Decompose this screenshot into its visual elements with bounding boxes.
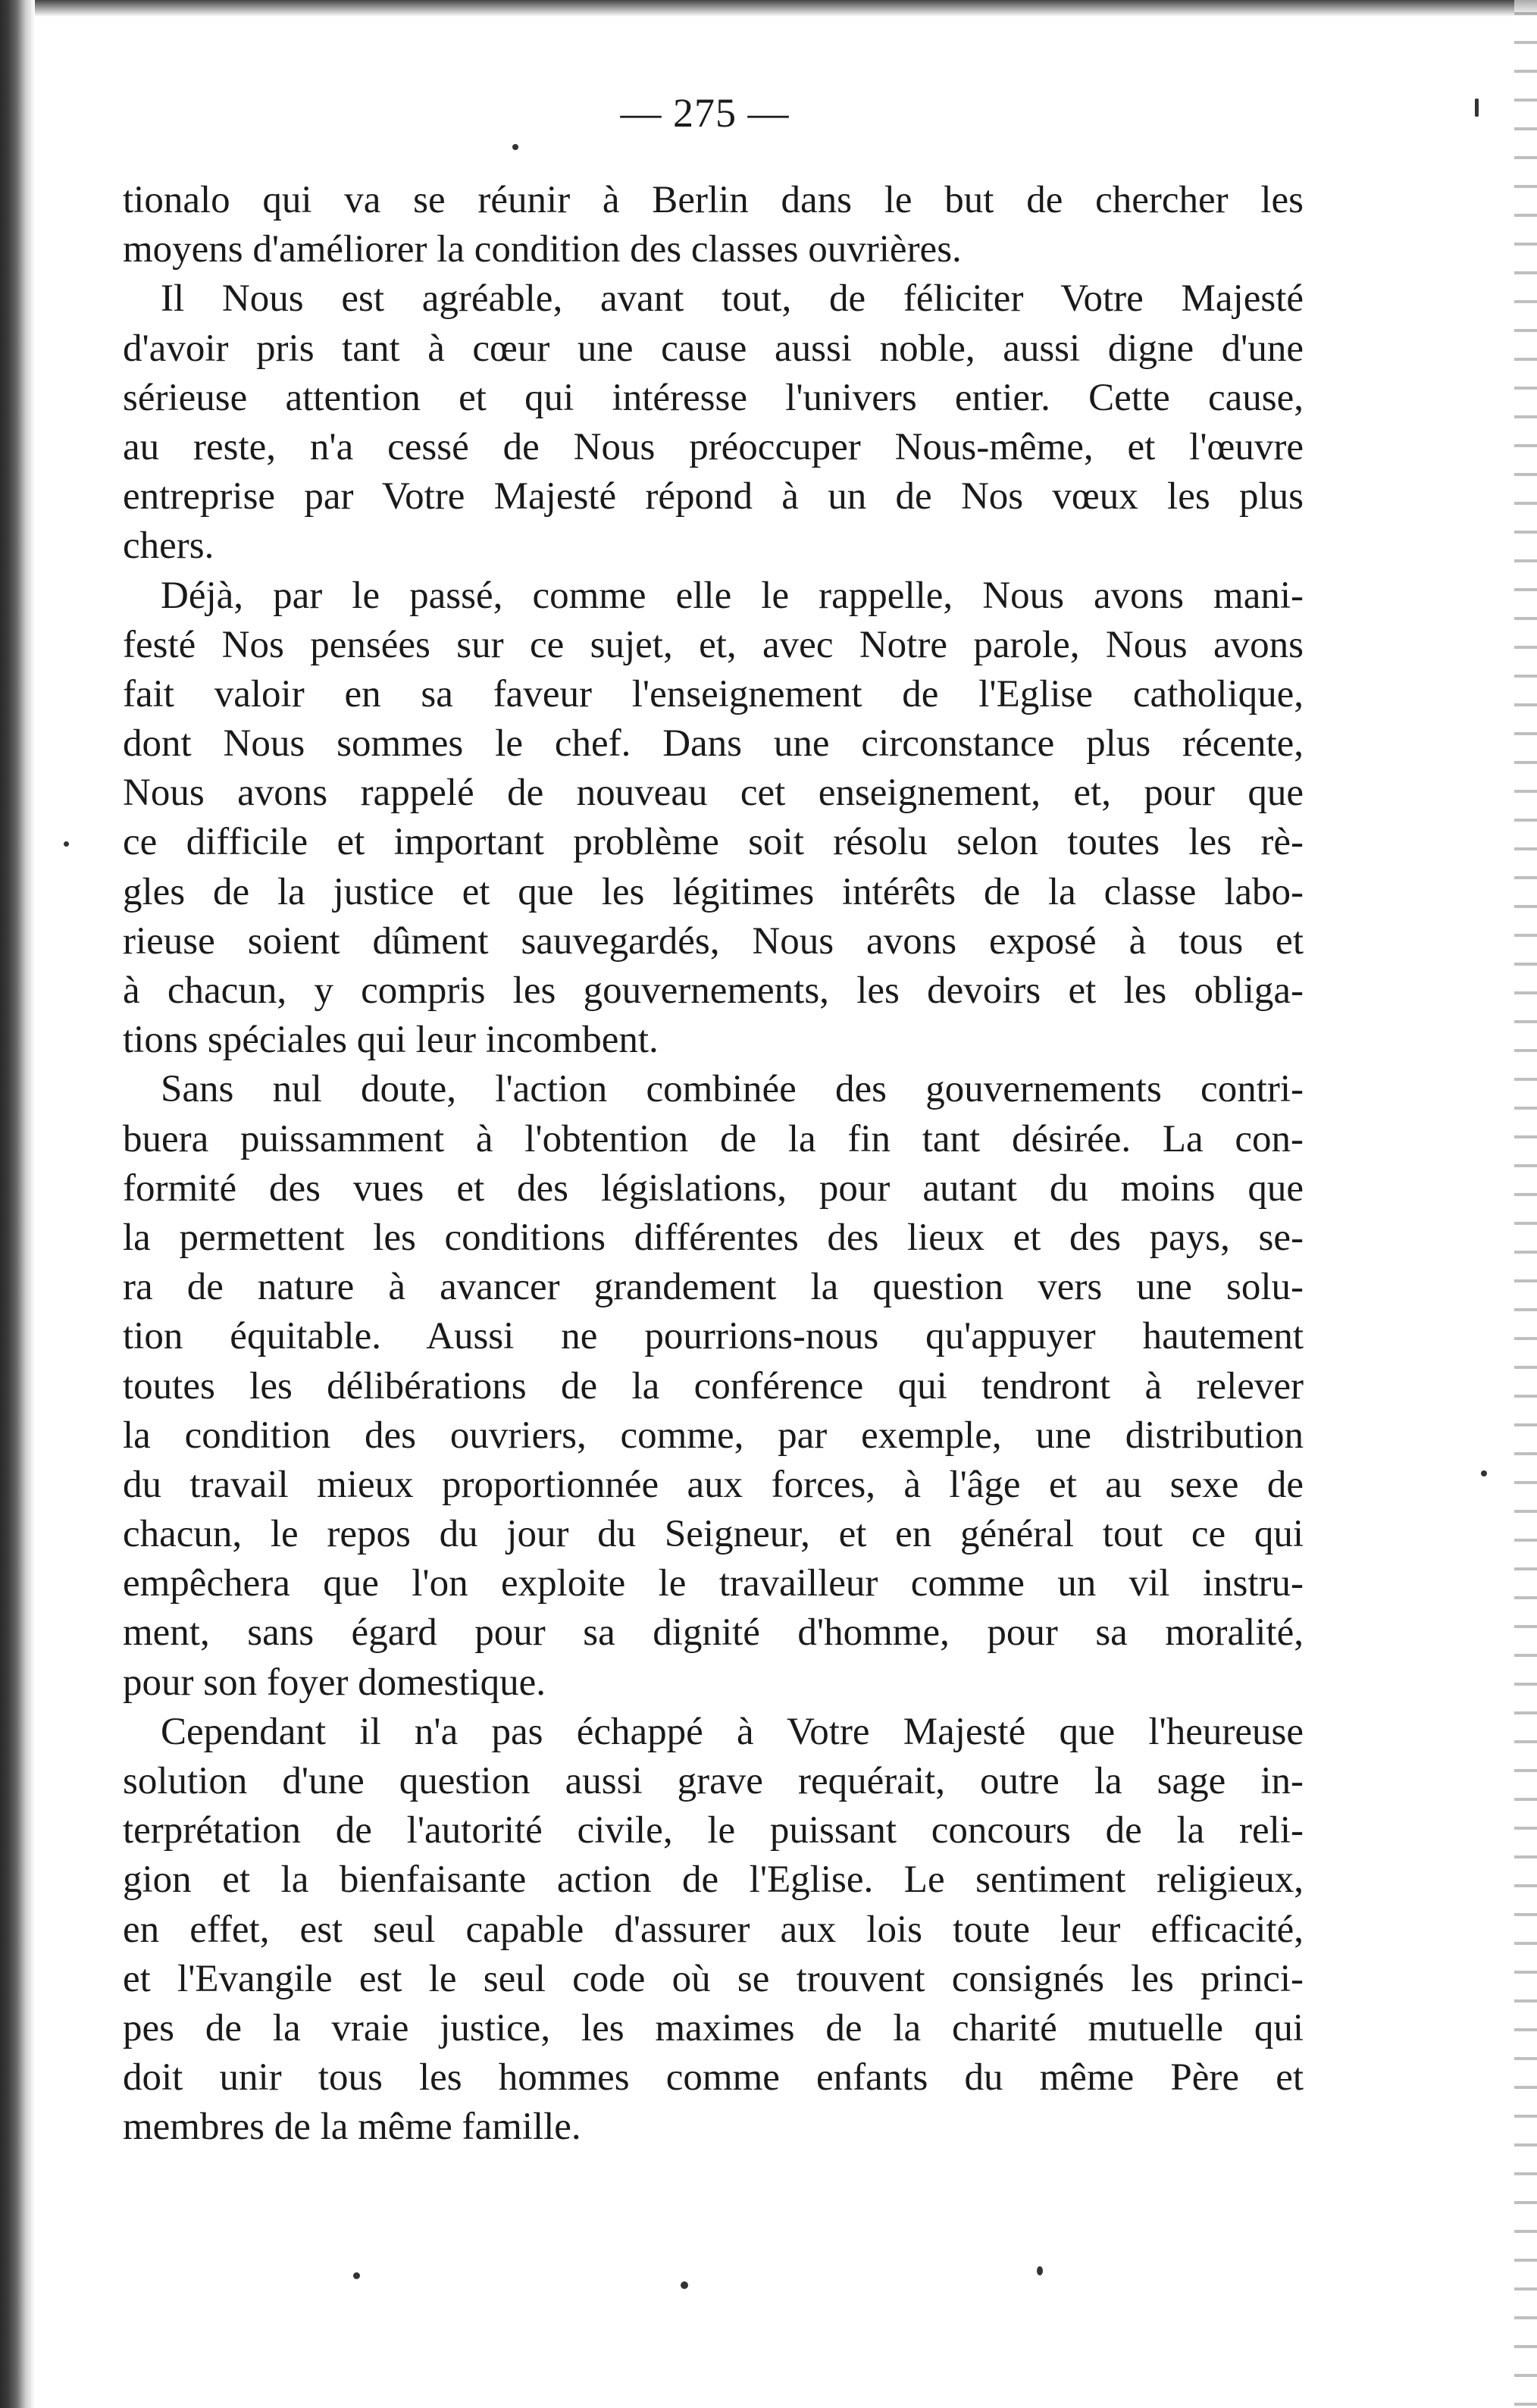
text-line: entreprise par Votre Majesté répond à un de Nos vœux les plus [123, 475, 1304, 518]
text-line: Nous avons rappelé de nouveau cet enseignement, et, pour que [123, 772, 1304, 815]
scan-speck [1481, 1470, 1487, 1476]
scan-speck [1475, 99, 1479, 117]
text-line: sérieuse attention et qui intéresse l'univers entier. Cette cause, [123, 376, 1304, 419]
text-line: gles de la justice et que les légitimes intérêts de la classe labo- [123, 870, 1304, 913]
text-line: d'avoir pris tant à cœur une cause aussi noble, aussi digne d'une [123, 327, 1304, 370]
text-line: fait valoir en sa faveur l'enseignement de l'Eglise catholique, [123, 672, 1304, 716]
text-line: au reste, n'a cessé de Nous préoccuper Nous-même, et l'œuvre [123, 425, 1304, 468]
scan-edge-left [0, 0, 35, 2408]
text-line: la condition des ouvriers, comme, par exemple, une distribution [123, 1414, 1304, 1457]
text-line: tionalo qui va se réunir à Berlin dans le but de chercher les [123, 179, 1304, 221]
text-line: la permettent les conditions différentes des lieux et des pays, se- [123, 1216, 1304, 1259]
text-line: et l'Evangile est le seul code où se trouvent consignés les princi- [123, 1957, 1304, 2000]
text-line: tions spéciales qui leur incombent. [123, 1019, 659, 1062]
text-line: ra de nature à avancer grandement la question vers une solu- [123, 1266, 1304, 1309]
text-line: pour son foyer domestique. [123, 1661, 546, 1704]
text-line: dont Nous sommes le chef. Dans une circonstance plus récente, [123, 722, 1304, 766]
text-line: tion équitable. Aussi ne pourrions-nous qu'appuyer hautement [123, 1315, 1304, 1358]
text-line: du travail mieux proportionnée aux forces, à l'âge et au sexe de [123, 1463, 1304, 1506]
text-line: rieuse soient dûment sauvegardés, Nous avons exposé à tous et [123, 919, 1304, 963]
text-line: chers. [123, 524, 214, 568]
page-number: — 275 — [620, 90, 790, 136]
text-line: pes de la vraie justice, les maximes de la charité mutuelle qui [123, 2006, 1304, 2049]
text-line: à chacun, y compris les gouvernements, les devoirs et les obliga- [123, 969, 1304, 1012]
text-line: doit unir tous les hommes comme enfants du même Père et [123, 2056, 1304, 2100]
text-line: terprétation de l'autorité civile, le puissant concours de la reli- [123, 1809, 1304, 1852]
text-line: membres de la même famille. [123, 2106, 581, 2149]
text-line: chacun, le repos du jour du Seigneur, et en général tout ce qui [123, 1513, 1304, 1556]
text-line: ment, sans égard pour sa dignité d'homme, pour sa moralité, [123, 1611, 1304, 1655]
scan-speck [1037, 2266, 1043, 2275]
text-line: moyens d'améliorer la condition des classes ouvrières. [123, 228, 962, 271]
text-line: solution d'une question aussi grave requérait, outre la sage in- [123, 1760, 1304, 1802]
body-text [123, 176, 1304, 2153]
text-line: ce difficile et important problème soit résolu selon toutes les rè- [123, 821, 1304, 864]
text-line: festé Nos pensées sur ce sujet, et, avec Notre parole, Nous avons [123, 623, 1304, 666]
text-line: Déjà, par le passé, comme elle le rappelle, Nous avons mani- [161, 574, 1304, 617]
scan-speck [353, 2272, 360, 2279]
scan-edge-top [0, 0, 1537, 17]
scan-speck [681, 2281, 688, 2289]
text-line: buera puissamment à l'obtention de la fin tant désirée. La con- [123, 1117, 1304, 1160]
text-line: Cependant il n'a pas échappé à Votre Majesté que l'heureuse [161, 1710, 1304, 1753]
text-line: Il Nous est agréable, avant tout, de féliciter Votre Majesté [161, 277, 1304, 321]
text-line: gion et la bienfaisante action de l'Eglise. Le sentiment religieux, [123, 1858, 1304, 1902]
text-line: Sans nul doute, l'action combinée des gouvernements contri- [161, 1068, 1304, 1111]
text-line: formité des vues et des législations, pour autant du moins que [123, 1166, 1304, 1210]
text-line: en effet, est seul capable d'assurer aux lois toute leur efficacité, [123, 1908, 1304, 1951]
text-line: toutes les délibérations de la conférence qui tendront à relever [123, 1364, 1304, 1408]
scan-speck [512, 144, 518, 150]
scan-speck [64, 841, 69, 847]
text-line: empêchera que l'on exploite le travailleur comme un vil instru- [123, 1562, 1304, 1605]
scan-edge-right [1514, 0, 1537, 2408]
